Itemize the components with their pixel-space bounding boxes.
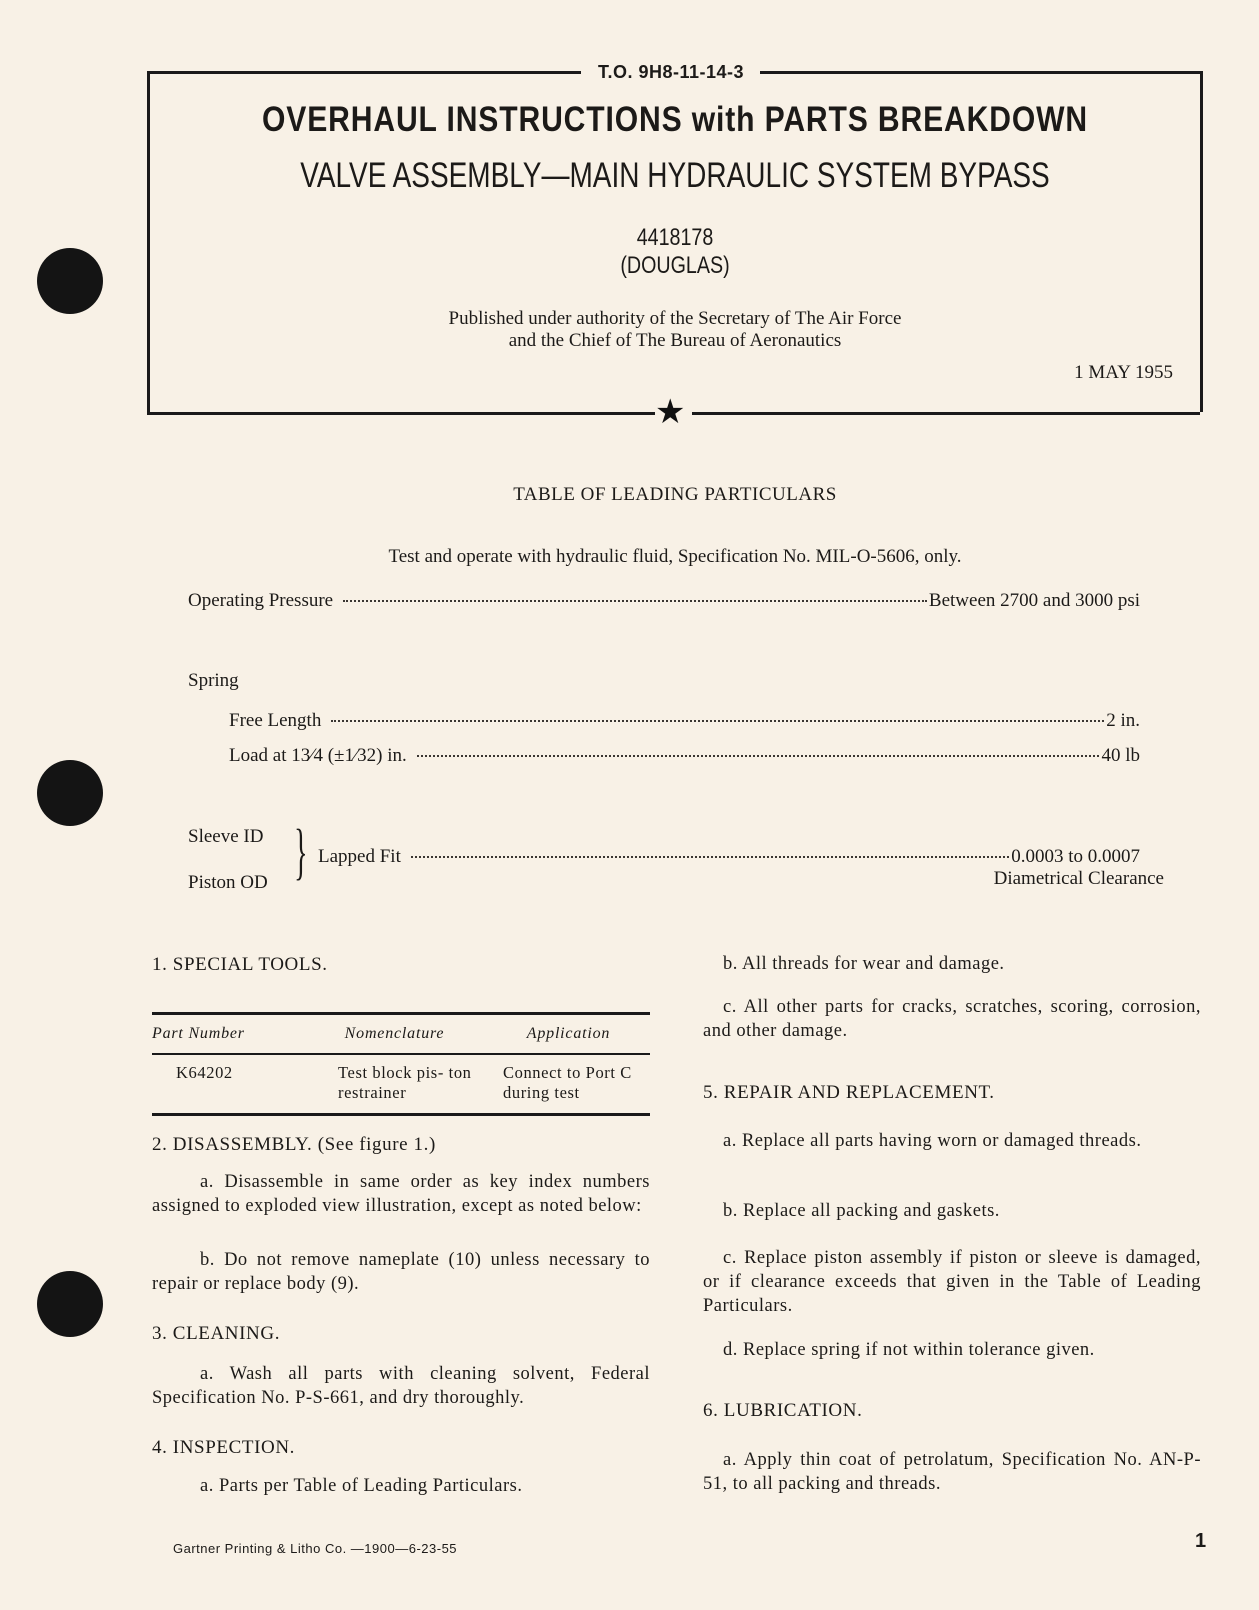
spring-heading: Spring xyxy=(188,670,239,691)
section-heading-special-tools: 1. SPECIAL TOOLS. xyxy=(152,954,328,975)
clearance-note: Diametrical Clearance xyxy=(993,868,1164,889)
paragraph-2b: b. Do not remove nameplate (10) unless necessary to repair or replace body (9). xyxy=(152,1250,650,1294)
piston-od-label: Piston OD xyxy=(188,872,268,893)
fraction: 1⁄32 xyxy=(344,745,377,766)
paragraph-4a: a. Parts per Table of Leading Particulars. xyxy=(200,1476,523,1496)
column-header: Nomenclature xyxy=(344,1025,445,1042)
column-header: Application xyxy=(526,1025,611,1042)
operating-pressure-row xyxy=(188,590,1140,612)
row-label: Free Length xyxy=(229,710,322,731)
frame-rule xyxy=(147,412,655,415)
row-value: 40 lb xyxy=(1101,745,1140,766)
special-tools-table xyxy=(152,1012,650,1116)
paragraph-6a: a. Apply thin coat of petrolatum, Specification No. AN-P-51, to all packing and threads. xyxy=(703,1450,1201,1494)
paragraph-5c: c. Replace piston assembly if piston or sleeve is damaged, or if clearance exceeds that given in the Table of Leading Particulars. xyxy=(703,1248,1201,1316)
star-icon: ★ xyxy=(655,394,686,431)
authority-line: and the Chief of The Bureau of Aeronautics xyxy=(508,330,842,351)
technical-order-number: T.O. 9H8-11-14-3 xyxy=(597,62,745,82)
publication-date: 1 MAY 1955 xyxy=(1074,362,1173,383)
punch-hole-middle xyxy=(37,760,103,826)
leader-dots xyxy=(411,856,1009,858)
leader-dots xyxy=(417,755,1100,757)
document-subtitle: VALVE ASSEMBLY—MAIN HYDRAULIC SYSTEM BYPASS xyxy=(300,156,1050,195)
leader-dots xyxy=(331,720,1104,722)
lapped-fit-row xyxy=(318,846,1140,868)
punch-hole-bottom xyxy=(37,1271,103,1337)
frame-rule xyxy=(760,71,1200,74)
table-header xyxy=(152,1015,650,1055)
section-heading-disassembly: 2. DISASSEMBLY. (See figure 1.) xyxy=(152,1134,436,1155)
leader-dots xyxy=(343,600,927,602)
sleeve-id-label: Sleeve ID xyxy=(188,826,264,847)
publication-authority xyxy=(150,308,1200,352)
paragraph-5d: d. Replace spring if not within tolerance given. xyxy=(723,1340,1095,1360)
section-heading-cleaning: 3. CLEANING. xyxy=(152,1323,281,1344)
row-label: Lapped Fit xyxy=(318,846,401,867)
paragraph-2a: a. Disassemble in same order as key index numbers assigned to exploded view illustration, except as noted below: xyxy=(152,1172,650,1216)
page-number: 1 xyxy=(1195,1530,1207,1552)
cell-part-number: K64202 xyxy=(176,1063,233,1082)
cell-nomenclature: Test block pis- ton restrainer xyxy=(338,1063,472,1102)
row-value: 2 in. xyxy=(1106,710,1140,731)
paragraph-3a: a. Wash all parts with cleaning solvent, Federal Specification No. P-S-661, and dry thoroughly. xyxy=(152,1364,650,1408)
punch-hole-top xyxy=(37,248,103,314)
paragraph-4c: c. All other parts for cracks, scratches, scoring, corrosion, and other damage. xyxy=(703,997,1201,1041)
table-row xyxy=(152,1055,650,1113)
row-label: Operating Pressure xyxy=(188,590,334,611)
label-text: Load at 1 xyxy=(229,745,301,766)
assembly-part-number: 4418178 xyxy=(636,224,714,251)
free-length-row xyxy=(229,710,1140,732)
label-text: ) in. xyxy=(376,745,407,766)
fraction: 3⁄4 xyxy=(300,745,323,766)
printer-imprint: Gartner Printing & Litho Co. —1900—6-23-55 xyxy=(173,1541,458,1556)
section-heading-inspection: 4. INSPECTION. xyxy=(152,1437,295,1458)
document-title: OVERHAUL INSTRUCTIONS with PARTS BREAKDOWN xyxy=(262,100,1088,139)
paragraph-5b: b. Replace all packing and gaskets. xyxy=(723,1201,1000,1221)
brace-icon: } xyxy=(294,818,308,886)
row-value: 0.0003 to 0.0007 xyxy=(1011,846,1140,867)
manufacturer: (DOUGLAS) xyxy=(620,252,730,279)
section-heading-lubrication: 6. LUBRICATION. xyxy=(703,1400,863,1421)
row-label xyxy=(229,745,407,767)
column-header: Part Number xyxy=(152,1025,245,1042)
section-heading-repair: 5. REPAIR AND REPLACEMENT. xyxy=(703,1082,995,1103)
fluid-spec-note: Test and operate with hydraulic fluid, Specification No. MIL-O-5606, only. xyxy=(388,546,962,567)
authority-line: Published under authority of the Secretary of The Air Force xyxy=(448,308,902,329)
label-text: (± xyxy=(327,745,345,766)
spring-load-row xyxy=(229,745,1140,767)
cell-application: Connect to Port C during test xyxy=(503,1063,632,1102)
row-value: Between 2700 and 3000 psi xyxy=(928,590,1140,611)
paragraph-5a: a. Replace all parts having worn or damaged threads. xyxy=(723,1131,1142,1151)
frame-rule xyxy=(147,71,581,74)
leading-particulars-title: TABLE OF LEADING PARTICULARS xyxy=(513,484,837,505)
frame-rule xyxy=(692,412,1200,415)
paragraph-4b: b. All threads for wear and damage. xyxy=(723,954,1005,974)
